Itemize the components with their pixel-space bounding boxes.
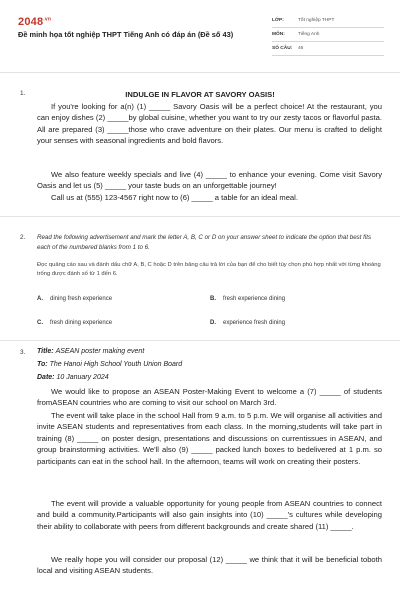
option-c[interactable] xyxy=(37,320,112,326)
q3-paragraph-text: The event will provide a valuable opportunity for young people from ASEAN countries to connect and build a community.Participants will also gain insights into (10) _____'s cultures while developing their ability to collaborate with peers from different backgrounds and create shared (11) _____. xyxy=(37,499,382,531)
meta-row-class xyxy=(272,14,384,28)
q1-paragraph-text: Call us at (555) 123-4567 right now to (6) _____ a table for an ideal meal. xyxy=(51,193,298,202)
q3-paragraph-2 xyxy=(37,410,382,467)
question-number-3: 3. xyxy=(20,349,26,356)
section-divider xyxy=(0,216,400,217)
header-divider xyxy=(0,72,400,73)
meta-row-subject xyxy=(272,28,384,42)
meta-key: SỐ CÂU: xyxy=(272,46,293,51)
memo-title xyxy=(37,348,144,355)
logo-suffix: .vn xyxy=(43,16,52,23)
option-letter: A. xyxy=(37,296,43,302)
memo-date xyxy=(37,374,109,381)
option-a[interactable] xyxy=(37,296,112,302)
memo-date-value: 10 January 2024 xyxy=(56,374,109,381)
memo-to-value: The Hanoi High School Youth Union Board xyxy=(49,361,183,368)
advert-title: INDULGE IN FLAVOR AT SAVORY OASIS! xyxy=(125,90,275,99)
option-text: fresh experience dining xyxy=(223,296,286,302)
q2-vietnamese-instruction: Đọc quảng cáo sau và đánh dấu chữ A, B, C hoặc D trên bảng câu trả lời của bạn để cho biết tùy chọn phù hợp nhất với từng khoảng trống được đánh số từ 1 đến 6. xyxy=(37,262,381,278)
question-number-1: 1. xyxy=(20,90,26,97)
option-letter: B. xyxy=(210,296,216,302)
document-title: Đề minh họa tốt nghiệp THPT Tiếng Anh có đáp án (Đề số 43) xyxy=(18,30,234,39)
option-d[interactable] xyxy=(210,320,285,326)
meta-value: Tốt nghiệp THPT xyxy=(298,18,335,23)
q1-paragraph-3 xyxy=(37,192,382,203)
meta-table xyxy=(272,14,384,56)
question-number-2: 2. xyxy=(20,234,26,241)
memo-date-label: Date: xyxy=(37,374,55,381)
site-logo[interactable] xyxy=(18,16,51,28)
memo-title-value: ASEAN poster making event xyxy=(55,348,145,355)
section-divider xyxy=(0,340,400,341)
meta-value: 46 xyxy=(298,46,304,51)
q3-paragraph-1 xyxy=(37,386,382,409)
option-text: dining fresh experience xyxy=(50,296,113,302)
q1-paragraph-text: If you're looking for a(n) (1) _____ Savory Oasis will be a perfect choice! At the restaurant, you can enjoy dishes (2) _____by global cuisine, whether you want to try our zesty tacos or flavorful pasta. All are prepared (3) _____those who crave adventure on their plates. Our menu is crafted to delight your senses with seasonal ingredients and bold flavors. xyxy=(37,102,382,146)
option-text: fresh dining experience xyxy=(50,320,113,326)
q1-paragraph-text: We also feature weekly specials and live (4) _____ to enhance your evening. Come visit Savory Oasis and let us (5) _____ your taste buds on an unforgettable journey! xyxy=(37,170,382,191)
option-text: experience fresh dining xyxy=(223,320,286,326)
q3-paragraph-text: We would like to propose an ASEAN Poster-Making Event to welcome a (7) _____ of students fromASEAN countries who are coming to visit our school on March 3rd. xyxy=(37,387,382,408)
meta-value: Tiếng Anh xyxy=(298,32,320,37)
memo-to xyxy=(37,361,182,368)
q3-paragraph-4 xyxy=(37,554,382,577)
meta-key: MÔN: xyxy=(272,32,285,37)
q3-paragraph-3 xyxy=(37,498,382,532)
memo-to-label: To: xyxy=(37,361,48,368)
option-b[interactable] xyxy=(210,296,285,302)
q2-instruction: Read the following advertisement and mark the letter A, B, C or D on your answer sheet to indicate the option that best fits each of the numbered blanks from 1 to 6. xyxy=(37,234,372,251)
meta-key: LỚP: xyxy=(272,18,284,23)
option-letter: C. xyxy=(37,320,43,326)
page-header xyxy=(18,12,384,64)
q1-paragraph-2 xyxy=(37,169,382,192)
meta-row-count xyxy=(272,42,384,56)
option-letter: D. xyxy=(210,320,216,326)
q3-paragraph-text: We really hope you will consider our proposal (12) _____ we think that it will be beneficial toboth local and visiting ASEAN students. xyxy=(37,555,382,576)
memo-title-label: Title: xyxy=(37,348,54,355)
q3-paragraph-text: The event will take place in the school Hall from 9 a.m. to 5 p.m. We will organise all activities and invite ASEAN students and representatives from each class. In the morning,students will take part in training (8) _____ on poster design, presentations and discussions on currentissues in ASEAN, and group brainstorming activities. We'll also (9) _____ packed lunch boxes to bedelivered at 1 p.m. so participants can eat in the school hall. In the afternoon, teams will work on creating their posters. xyxy=(37,411,382,466)
logo-text: 2048 xyxy=(18,16,44,28)
q1-paragraph-1 xyxy=(37,101,382,147)
